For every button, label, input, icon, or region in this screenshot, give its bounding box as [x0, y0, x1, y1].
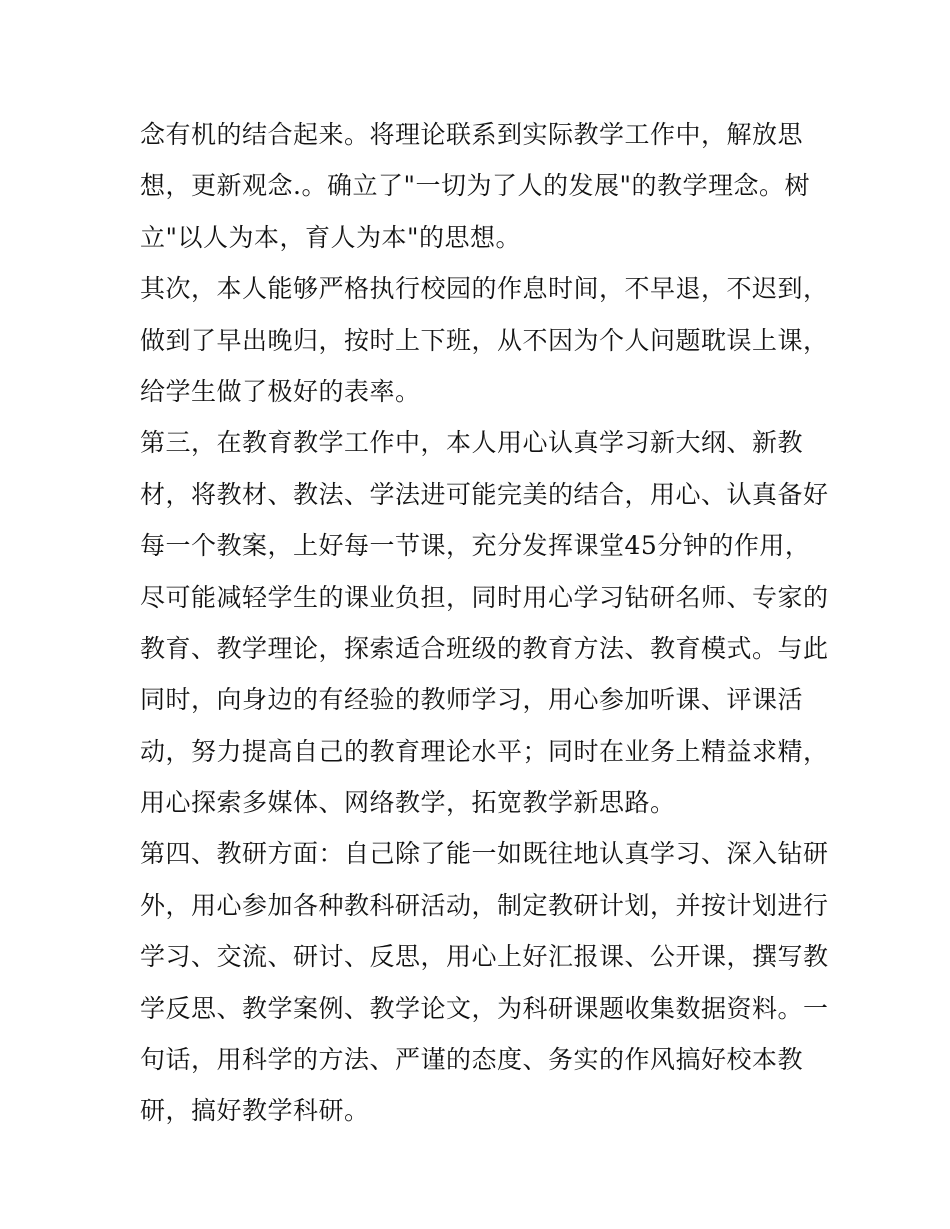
text-line: 念有机的结合起来。将理论联系到实际教学工作中，解放思: [140, 120, 804, 149]
text-line: 给学生做了极好的表率。: [140, 376, 421, 406]
text-line: 第四、教研方面：自己除了能一如既往地认真学习、深入钻研: [140, 839, 829, 869]
text-line: 学反思、教学案例、教学论文，为科研课题收集数据资料。一: [140, 993, 829, 1023]
document-body: [140, 109, 829, 1137]
text-line: 句话，用科学的方法、严谨的态度、务实的作风搞好校本教: [140, 1045, 804, 1075]
text-line: 立"以人为本，育人为本"的思想。: [140, 222, 521, 252]
text-line: 尽可能减轻学生的课业负担，同时用心学习钻研名师、专家的: [140, 582, 829, 612]
text-line: 做到了早出晚归，按时上下班，从不因为个人问题耽误上课，: [140, 325, 829, 355]
text-line: 想，更新观念.。确立了"一切为了人的发展"的教学理念。树: [140, 171, 810, 201]
text-line: 用心探索多媒体、网络教学，拓宽教学新思路。: [140, 788, 676, 818]
text-line: 第三，在教育教学工作中，本人用心认真学习新大纲、新教: [140, 428, 804, 458]
text-line: 研，搞好教学科研。: [140, 1096, 370, 1126]
text-line: 学习、交流、研讨、反思，用心上好汇报课、公开课，撰写教: [140, 942, 829, 972]
text-line: 材，将教材、教法、学法进可能完美的结合，用心、认真备好: [140, 479, 829, 509]
text-line: 教育、教学理论，探索适合班级的教育方法、教育模式。与此: [140, 633, 829, 663]
text-line: 外，用心参加各种教科研活动，制定教研计划，并按计划进行: [140, 890, 829, 920]
text-line: 动，努力提高自己的教育理论水平；同时在业务上精益求精，: [140, 736, 829, 766]
text-line: 其次，本人能够严格执行校园的作息时间，不早退，不迟到，: [140, 274, 829, 304]
text-line: 同时，向身边的有经验的教师学习，用心参加听课、评课活: [140, 685, 804, 715]
text-line: 每一个教案，上好每一节课，充分发挥课堂45分钟的作用，: [140, 531, 811, 561]
